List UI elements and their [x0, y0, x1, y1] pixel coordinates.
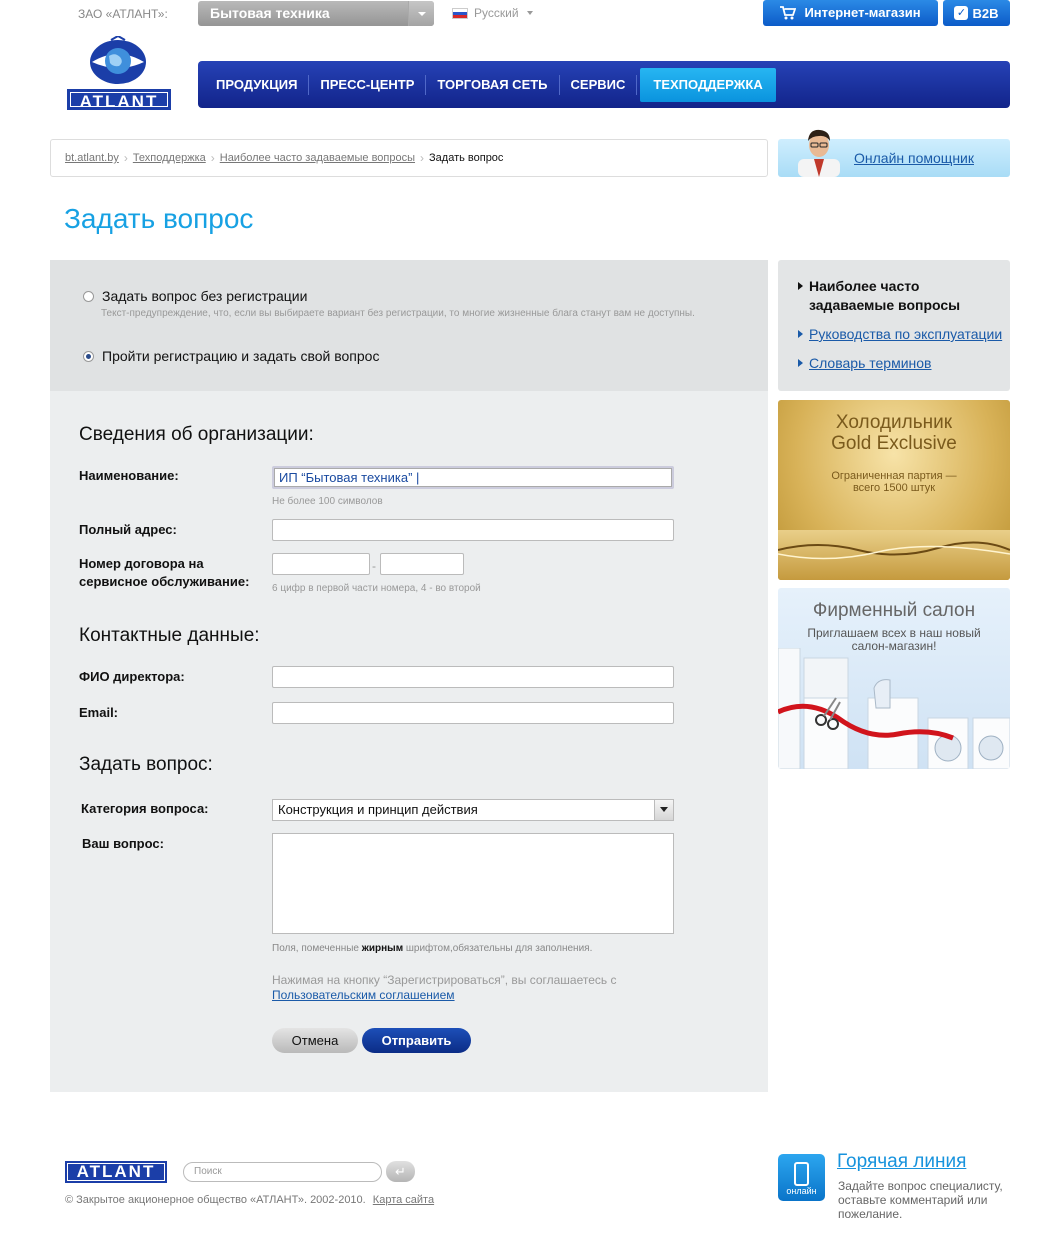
footer-logo[interactable]: ATLANT	[65, 1161, 167, 1183]
name-label: Наименование:	[79, 468, 179, 483]
registration-choice	[50, 260, 768, 391]
search-input[interactable]: Поиск	[183, 1162, 382, 1182]
agreement-note	[272, 973, 616, 1003]
promo-gold-decoration	[778, 530, 1010, 580]
section-title-question: Задать вопрос:	[79, 754, 213, 775]
breadcrumb-link-home[interactable]: bt.atlant.by	[65, 152, 119, 164]
name-hint: Не более 100 символов	[272, 496, 383, 507]
radio-with-registration[interactable]	[83, 348, 379, 364]
no-registration-warning: Текст-предупреждение, что, если вы выбираете вариант без регистрации, то многие жизненные блага станут вам не доступны.	[101, 308, 695, 319]
director-input[interactable]	[272, 666, 674, 688]
breadcrumb-link-support[interactable]: Техподдержка	[132, 152, 206, 164]
atlant-logo[interactable]	[67, 36, 171, 110]
hotline-icon[interactable]	[778, 1154, 825, 1201]
breadcrumb-link-faq[interactable]: Наиболее часто задаваемые вопросы	[219, 152, 416, 164]
radio-button[interactable]	[83, 291, 94, 302]
contract-number-part2-input[interactable]	[380, 553, 464, 575]
sitemap-link[interactable]: Карта сайта	[372, 1194, 435, 1206]
chevron-down-icon	[527, 11, 533, 15]
phone-icon	[794, 1162, 809, 1186]
b2b-icon: ✓	[954, 6, 968, 20]
nav-item-press-center[interactable]: ПРЕСС-ЦЕНТР	[309, 75, 426, 95]
language-switcher[interactable]	[452, 6, 533, 20]
logo-wordmark: ATLANT	[67, 89, 171, 110]
promo-salon-title: Фирменный салон	[812, 600, 976, 621]
promo-gold-subtitle	[778, 470, 1010, 494]
copyright	[65, 1194, 434, 1206]
promo-gold-title	[778, 412, 1010, 454]
online-shop-label: Интернет-магазин	[804, 5, 921, 20]
required-note-text-end: шрифтом,обязательны для заполнения.	[403, 943, 593, 954]
promo-gold-title-line2: Gold Exclusive	[831, 433, 957, 454]
online-assistant-link[interactable]: Онлайн помощник	[854, 150, 974, 166]
question-textarea[interactable]	[272, 833, 674, 934]
nav-item-tech-support[interactable]: ТЕХПОДДЕРЖКА	[640, 68, 775, 102]
search-submit-button[interactable]	[386, 1161, 415, 1182]
company-label: ЗАО «АТЛАНТ»:	[78, 7, 168, 21]
name-input-value: ИП “Бытовая техника”	[279, 470, 413, 485]
cancel-button[interactable]: Отмена	[272, 1028, 358, 1053]
category-select[interactable]	[272, 799, 674, 821]
nav-item-service[interactable]: СЕРВИС	[560, 75, 638, 95]
appliances-illustration	[778, 648, 1010, 769]
required-fields-note	[272, 943, 592, 954]
breadcrumb	[50, 139, 768, 177]
user-agreement-link[interactable]: Пользовательским соглашением	[272, 988, 455, 1002]
chevron-right-icon: ›	[420, 151, 425, 165]
category-select-value: Конструкция и принцип действия	[278, 802, 478, 817]
contract-dash: -	[372, 559, 376, 573]
online-shop-button[interactable]	[763, 0, 938, 26]
wave-decoration-icon	[778, 530, 1010, 580]
contract-label: Номер договора на сервисное обслуживание:	[79, 556, 250, 589]
email-input[interactable]	[272, 702, 674, 724]
chevron-down-icon[interactable]	[408, 1, 434, 26]
agreement-text: Нажимая на кнопку “Зарегистрироваться”, вы соглашаетесь с	[272, 973, 617, 987]
radio-no-registration-label: Задать вопрос без регистрации	[102, 288, 308, 304]
hotline-link[interactable]: Горячая линия	[837, 1151, 967, 1172]
address-input[interactable]	[272, 519, 674, 541]
side-item-faq[interactable]: Наиболее часто задаваемые вопросы	[798, 277, 998, 315]
enter-arrow-icon: ↵	[395, 1164, 406, 1179]
globe-logo-icon	[89, 36, 147, 86]
promo-gold-sub-line1: Ограниченная партия —	[831, 470, 957, 482]
email-label: Email:	[79, 705, 119, 720]
question-label: Ваш вопрос:	[82, 836, 164, 851]
nav-item-retail-network[interactable]: ТОРГОВАЯ СЕТЬ	[426, 75, 559, 95]
hotline-icon-label: онлайн	[786, 1186, 817, 1196]
copyright-text: © Закрытое акционерное общество «АТЛАНТ». 2002-2010.	[65, 1194, 366, 1206]
side-item-manuals[interactable]: Руководства по эксплуатации	[798, 325, 1002, 344]
chevron-right-icon: ›	[123, 151, 128, 165]
radio-button-checked[interactable]	[83, 351, 94, 362]
promo-banner-brand-store[interactable]	[778, 588, 1010, 769]
online-assistant-banner[interactable]	[778, 139, 1010, 177]
radio-no-registration[interactable]	[83, 288, 307, 304]
cart-icon	[780, 6, 796, 20]
address-label: Полный адрес:	[79, 522, 177, 537]
side-menu	[778, 260, 1010, 391]
hotline-description: Задайте вопрос специалисту, оставьте комментарий или пожелание.	[838, 1179, 1003, 1221]
chevron-right-icon: ›	[210, 151, 215, 165]
category-label: Категория вопроса:	[81, 801, 209, 816]
promo-gold-sub-line2: всего 1500 штук	[852, 482, 936, 494]
promo-salon-sub-line2: салон-магазин!	[851, 639, 937, 653]
contract-hint: 6 цифр в первой части номера, 4 - во второй	[272, 583, 481, 594]
required-note-text: Поля, помеченные	[272, 943, 362, 954]
submit-button[interactable]: Отправить	[362, 1028, 471, 1053]
page-title: Задать вопрос	[64, 203, 254, 234]
chevron-down-icon[interactable]	[654, 800, 673, 820]
russia-flag-icon	[452, 8, 468, 19]
b2b-button[interactable]	[943, 0, 1010, 26]
main-navigation	[198, 61, 1010, 108]
promo-gold-title-line1: Холодильник	[835, 412, 953, 433]
section-title-contacts: Контактные данные:	[79, 625, 260, 646]
nav-item-products[interactable]: ПРОДУКЦИЯ	[205, 75, 309, 95]
promo-banner-gold-exclusive[interactable]	[778, 400, 1010, 580]
product-category-select[interactable]	[198, 1, 434, 26]
question-form-panel	[50, 260, 768, 1092]
section-title-organization: Сведения об организации:	[79, 424, 314, 445]
b2b-label: B2B	[972, 5, 999, 21]
assistant-avatar	[792, 123, 846, 177]
language-label: Русский	[474, 6, 519, 20]
side-item-glossary[interactable]: Словарь терминов	[798, 354, 932, 373]
breadcrumb-current: Задать вопрос	[429, 152, 504, 164]
radio-with-registration-label: Пройти регистрацию и задать свой вопрос	[102, 348, 380, 364]
product-category-value: Бытовая техника	[210, 5, 330, 21]
contract-number-part1-input[interactable]	[272, 553, 370, 575]
promo-salon-sub-line1: Приглашаем всех в наш новый	[807, 626, 981, 640]
required-note-bold: жирным	[361, 943, 404, 954]
name-input[interactable]: ИП “Бытовая техника” |	[272, 466, 674, 489]
director-label: ФИО директора:	[79, 669, 185, 684]
